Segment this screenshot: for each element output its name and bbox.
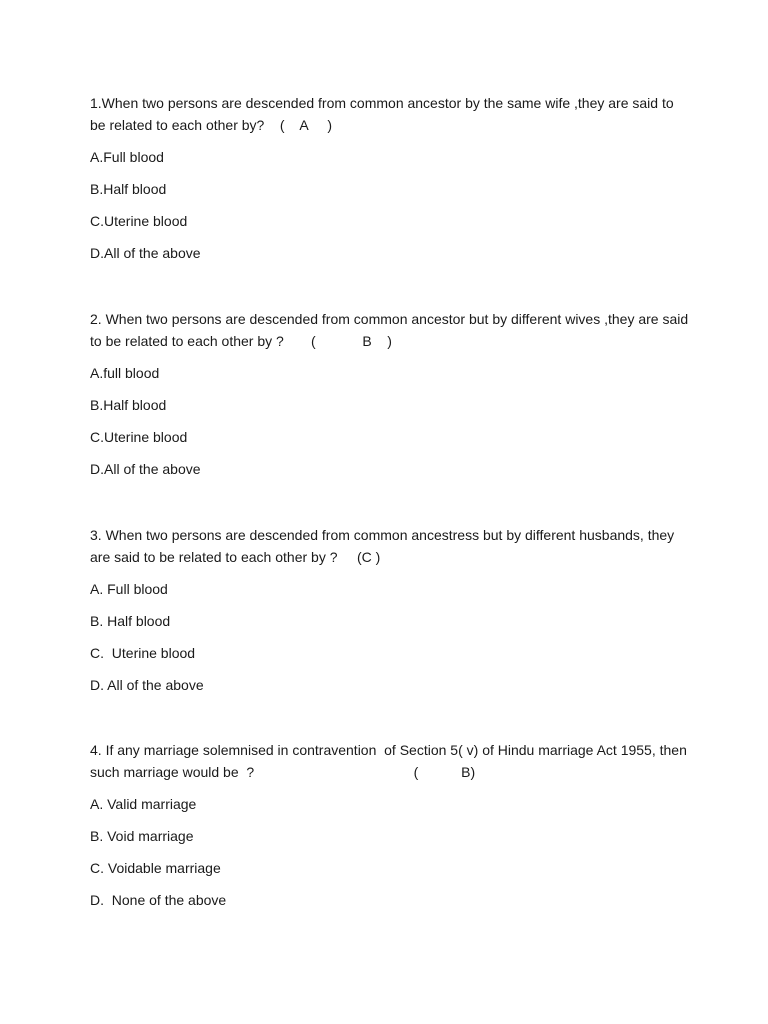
option-a: A.Full blood: [90, 149, 164, 165]
question-2: [90, 308, 693, 490]
option-c: C. Uterine blood: [90, 645, 196, 661]
option-d: D. None of the above: [90, 892, 227, 908]
question-stem: 3. When two persons are descended from common ancestress but by different husbands, they are said to be related to each other by ? (C ): [90, 527, 679, 565]
option-a: A.full blood: [90, 365, 160, 381]
option-b: B. Void marriage: [90, 828, 194, 844]
option-c: C.Uterine blood: [90, 429, 188, 445]
question-stem: 2. When two persons are descended from common ancestor but by different wives ,they are said to be related to each other by ? ( B ): [90, 311, 693, 349]
question-3: [90, 524, 690, 706]
question-stem: 4. If any marriage solemnised in contravention of Section 5( v) of Hindu marriage Act 1955, then such marriage would be ? ( B): [90, 742, 691, 780]
option-a: A. Valid marriage: [90, 796, 197, 812]
option-b: B.Half blood: [90, 181, 167, 197]
option-b: B. Half blood: [90, 613, 171, 629]
option-b: B.Half blood: [90, 397, 167, 413]
option-d: D.All of the above: [90, 461, 201, 477]
option-c: C. Voidable marriage: [90, 860, 221, 876]
option-c: C.Uterine blood: [90, 213, 188, 229]
question-stem: 1.When two persons are descended from common ancestor by the same wife ,they are said to be related to each other by? ( A ): [90, 95, 678, 133]
option-a: A. Full blood: [90, 581, 168, 597]
option-d: D.All of the above: [90, 245, 201, 261]
question-4: [90, 739, 690, 921]
question-1: [90, 92, 690, 274]
option-d: D. All of the above: [90, 677, 204, 693]
